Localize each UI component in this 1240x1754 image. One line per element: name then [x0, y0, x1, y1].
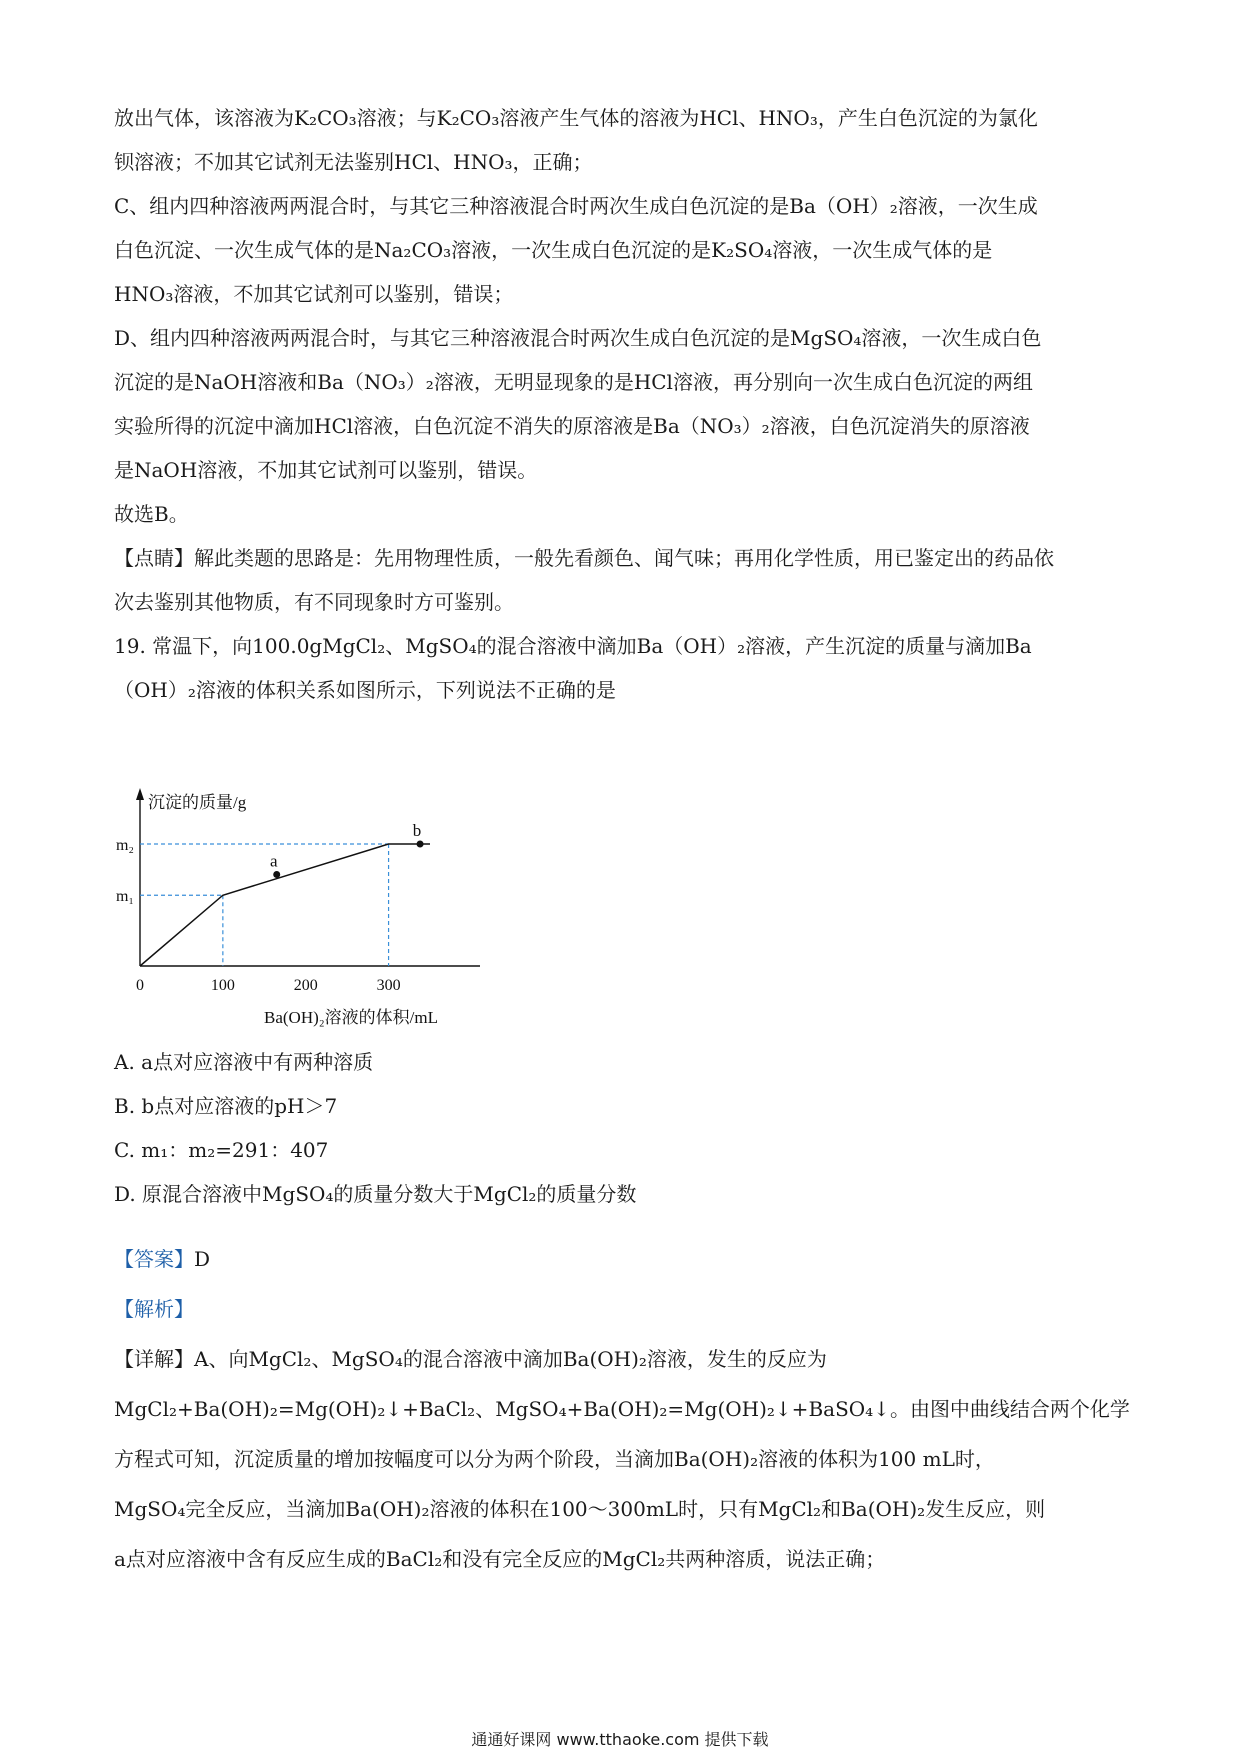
option-c: C. m₁：m₂=291：407 [114, 1138, 329, 1162]
x-tick-label: 300 [376, 977, 401, 994]
text-line: C、组内四种溶液两两混合时，与其它三种溶液混合时两次生成白色沉淀的是Ba（OH）₂溶液，一次生成 [114, 194, 1038, 218]
text-line: 沉淀的是NaOH溶液和Ba（NO₃）₂溶液，无明显现象的是HCl溶液，再分别向一次生成白色沉淀的两组 [114, 370, 1033, 394]
question-stem: （OH）₂溶液的体积关系如图所示，下列说法不正确的是 [114, 678, 616, 702]
detail-line: a点对应溶液中含有反应生成的BaCl₂和没有完全反应的MgCl₂共两种溶质，说法正确； [114, 1547, 886, 1571]
point-label-a: a [269, 851, 278, 871]
text-line: 是NaOH溶液，不加其它试剂可以鉴别，错误。 [114, 458, 538, 482]
answer-line [114, 1247, 1134, 1271]
detail-line: MgSO₄完全反应，当滴加Ba(OH)₂溶液的体积在100～300mL时，只有MgCl₂和Ba(OH)₂发生反应，则 [114, 1497, 1046, 1521]
x-axis-label: Ba(OH)₂溶液的体积/mL [264, 1008, 439, 1027]
y-tick-label: m₁ [115, 888, 134, 906]
text-line: D、组内四种溶液两两混合时，与其它三种溶液混合时两次生成白色沉淀的是MgSO₄溶液，一次生成白色 [114, 326, 1042, 350]
option-a: A. a点对应溶液中有两种溶质 [114, 1050, 374, 1074]
text-line: 故选B。 [114, 502, 189, 526]
question-stem: 19. 常温下，向100.0gMgCl₂、MgSO₄的混合溶液中滴加Ba（OH）₂溶液，产生沉淀的质量与滴加Ba [114, 634, 1032, 658]
y-tick-label: m₂ [115, 837, 134, 854]
option-b: B. b点对应溶液的pH＞7 [114, 1094, 338, 1118]
x-tick-label: 200 [293, 977, 318, 994]
x-tick-label: 0 [136, 977, 144, 994]
detail-text: A、向MgCl₂、MgSO₄的混合溶液中滴加Ba(OH)₂溶液，发生的反应为 [194, 1347, 827, 1371]
y-axis-label: 沉淀的质量/g [148, 793, 247, 812]
detail-line: MgCl₂+Ba(OH)₂=Mg(OH)₂↓+BaCl₂、MgSO₄+Ba(OH)₂=Mg(OH)₂↓+BaSO₄↓。由图中曲线结合两个化学 [114, 1397, 1130, 1421]
text-line: 放出气体，该溶液为K₂CO₃溶液；与K₂CO₃溶液产生气体的溶液为HCl、HNO₃，产生白色沉淀的为氯化 [114, 106, 1038, 130]
detail-line [114, 1347, 1134, 1371]
series-line [140, 844, 430, 966]
point-label-b: b [412, 821, 422, 840]
text-line: HNO₃溶液，不加其它试剂可以鉴别，错误； [114, 282, 514, 306]
y-axis-arrow [136, 788, 144, 800]
text-line: 钡溶液；不加其它试剂无法鉴别HCl、HNO₃，正确； [114, 150, 593, 174]
detail-label: 【详解】 [114, 1347, 194, 1371]
answer-value: D [194, 1247, 211, 1271]
point-b [417, 841, 424, 848]
point-a [273, 871, 280, 878]
analysis-label: 【解析】 [114, 1297, 194, 1321]
x-tick-label: 100 [210, 977, 235, 994]
option-d: D. 原混合溶液中MgSO₄的质量分数大于MgCl₂的质量分数 [114, 1182, 637, 1206]
text-line: 实验所得的沉淀中滴加HCl溶液，白色沉淀不消失的原溶液是Ba（NO₃）₂溶液，白色沉淀消失的原溶液 [114, 414, 1030, 438]
text-line: 【点睛】解此类题的思路是：先用物理性质，一般先看颜色、闻气味；再用化学性质，用已鉴定出的药品依 [114, 546, 1054, 570]
text-line: 次去鉴别其他物质，有不同现象时方可鉴别。 [114, 590, 514, 614]
text-line: 白色沉淀、一次生成气体的是Na₂CO₃溶液，一次生成白色沉淀的是K₂SO₄溶液，一次生成气体的是 [114, 238, 993, 262]
answer-label: 【答案】 [114, 1247, 194, 1271]
footer-watermark: 通通好课网 www.tthaoke.com 提供下载 [471, 1730, 769, 1749]
precipitate-mass-chart [100, 782, 500, 1032]
detail-line: 方程式可知，沉淀质量的增加按幅度可以分为两个阶段，当滴加Ba(OH)₂溶液的体积为100 mL时， [114, 1447, 995, 1471]
